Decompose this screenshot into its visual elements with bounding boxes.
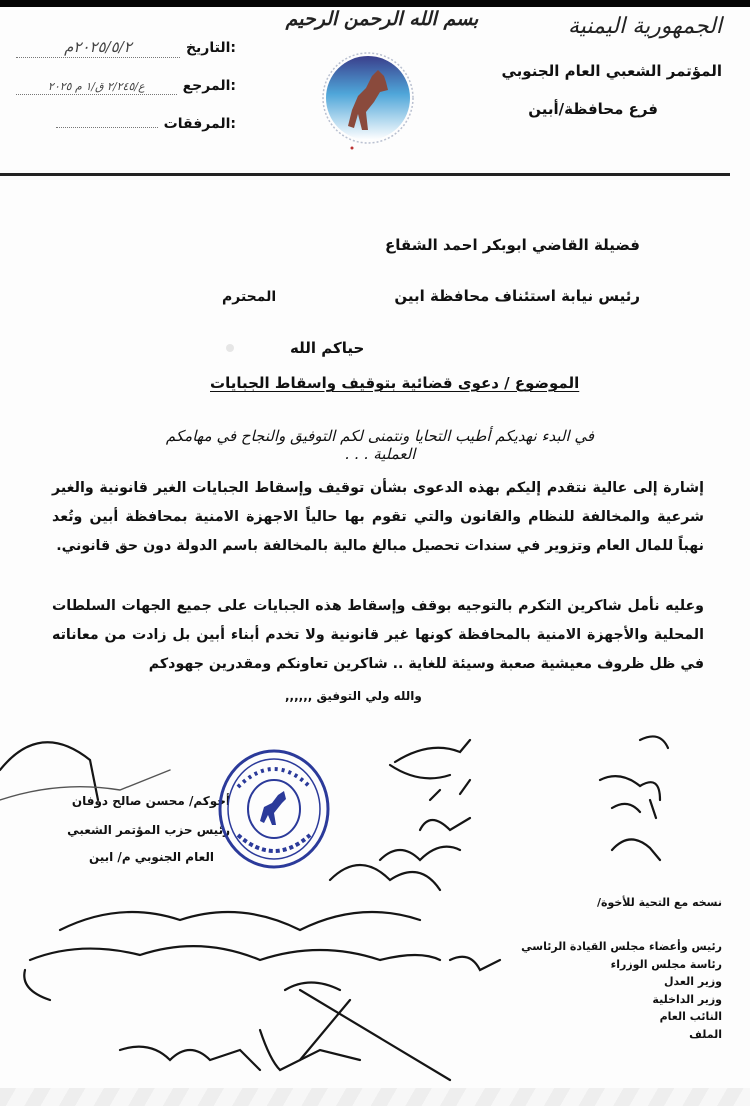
greeting: حياكم الله [290, 339, 365, 357]
subject-line: الموضوع / دعوى قضائية بتوقيف واسقاط الجبايات [210, 374, 580, 392]
closing-line: والله ولي التوفيق ,,,,,, [285, 689, 422, 703]
attachments-value [56, 112, 158, 128]
opening-line: في البدء نهديكم أطيب التحايا ونتمنى لكم التوفيق والنجاح في مهامكم العملية . . . [165, 427, 595, 463]
bottom-scan-edge [0, 1088, 750, 1106]
body-paragraph-1: إشارة إلى عالية نتقدم إليكم بهذه الدعوى بشأن توقيف وإسقاط الجبايات الغير قانونية والغير شرعية والمخالفة للنظام والقانون والتي تقوم بها حالياً الاجهزة الامنية بمحافظة أبين وتُعد نهباً للمال العام وتزوير في سندات تحصيل مبالغ مالية بالمخالفة باسم الدولة دون حق قانوني. [52, 480, 704, 554]
header-divider [0, 173, 730, 176]
addressee-name: فضيلة القاضي ابوبكر احمد الشقاع [385, 236, 640, 254]
reference-value: ع/٢/٢٤٥ ق/١ م ٢٠٢٥ [16, 80, 177, 95]
attachments-row [16, 112, 236, 132]
reference-row [16, 78, 236, 95]
copy-recipient: وزير العدل [664, 975, 722, 988]
addressee-honorific: المحترم [222, 289, 277, 305]
top-black-bar [0, 0, 750, 7]
body-paragraph-2: وعليه نأمل شاكرين التكرم بالتوجيه بوقف وإسقاط هذه الجبايات على جميع الجهات السلطات المحلية والأجهزة الامنية بالمحافظة كونها غير قانونية ولا تخدم أبناء أبين بل زادت من معاناته في ظل ظروف معيشية صعبة وسيئة للغاية .. شاكرين تعاونكم ومقدرين جهودكم [52, 598, 704, 672]
copies-list [521, 938, 722, 1043]
date-value: ٢٠٢٥/٥/٢م [16, 38, 180, 58]
organization-name: المؤتمر الشعبي العام الجنوبي [501, 62, 722, 80]
copy-recipient: النائب العام [659, 1010, 722, 1023]
addressee-title: رئيس نيابة استئناف محافظة ابين [394, 287, 640, 305]
signatory-name: أخوكم/ محسن صالح دوفان [71, 794, 230, 808]
copy-recipient: رئاسة مجلس الوزراء [610, 957, 722, 971]
date-label: التاريخ: [185, 40, 236, 56]
party-logo-horse-icon [322, 40, 414, 152]
republic-title: الجمهورية اليمنية [567, 14, 722, 39]
copy-recipient: وزير الداخلية [652, 992, 722, 1006]
scan-speck [226, 344, 234, 352]
copies-title: نسخه مع التحية للأخوة/ [596, 896, 722, 909]
date-row [16, 38, 236, 58]
signatory-title: رئيس حزب المؤتمر الشعبي [67, 823, 230, 837]
copy-recipient: الملف [689, 1027, 722, 1041]
official-stamp-icon [216, 747, 332, 871]
signatory-location: العام الجنوبي م/ ابين [88, 850, 214, 864]
basmala-calligraphy: بسم الله الرحمن الرحيم [285, 8, 479, 30]
branch-name: فرع محافظة/أبين [528, 100, 658, 118]
attachments-label: المرفقات: [163, 116, 236, 132]
copy-recipient: رئيس وأعضاء مجلس القيادة الرئاسي [521, 940, 722, 953]
reference-label: المرجع: [182, 78, 236, 94]
